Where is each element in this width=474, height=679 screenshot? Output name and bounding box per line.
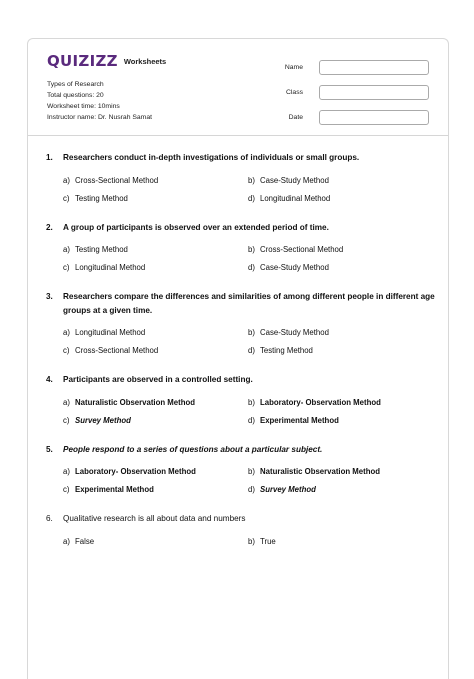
question-text: Researchers compare the differences and similarities of among different people in different age groups at a given time. (63, 292, 435, 315)
class-label: Class (286, 88, 303, 96)
option-a (63, 244, 248, 255)
option-b (248, 175, 433, 186)
class-field[interactable] (319, 85, 429, 100)
option-c (63, 415, 248, 426)
question-text: A group of participants is observed over an extended period of time. (63, 222, 329, 232)
question-text: Participants are observed in a controlled setting. (63, 375, 253, 384)
worksheet-header (28, 39, 448, 136)
option-letter: a) (63, 175, 70, 185)
option-c (63, 193, 248, 204)
option-c (63, 484, 248, 495)
option-text: Case-Study Method (260, 328, 329, 337)
option-a (63, 327, 248, 338)
worksheet-title: Types of Research (47, 81, 104, 88)
option-a (63, 175, 248, 186)
question-text: Researchers conduct in-depth investigations of individuals or small groups. (63, 153, 360, 162)
option-letter: a) (63, 536, 70, 546)
option-letter: b) (248, 245, 255, 254)
option-b (248, 327, 433, 338)
question-number: 5. (46, 444, 53, 454)
question-4 (46, 373, 436, 426)
option-letter: a) (63, 245, 70, 254)
worksheet-time: Worksheet time: 10mins (47, 103, 120, 110)
brand-subtitle: Worksheets (123, 56, 167, 66)
option-d (248, 262, 433, 273)
option-letter: c) (63, 193, 70, 203)
option-text: Testing Method (260, 346, 313, 355)
question-3 (46, 290, 436, 356)
question-text: People respond to a series of questions about a particular subject. (63, 444, 323, 454)
option-letter: a) (63, 467, 70, 476)
question-1 (46, 151, 436, 204)
student-fields (263, 56, 429, 131)
option-text: Case-Study Method (260, 263, 329, 272)
question-2 (46, 221, 436, 274)
date-row (263, 106, 429, 128)
question-number: 1. (46, 153, 53, 162)
option-b (248, 244, 433, 255)
option-letter: b) (248, 536, 255, 546)
option-letter: d) (248, 485, 255, 494)
option-letter: c) (63, 485, 70, 494)
class-row (263, 81, 429, 103)
total-questions: Total questions: 20 (47, 92, 104, 99)
option-a (63, 466, 248, 477)
date-label: Date (288, 113, 303, 121)
date-field[interactable] (319, 110, 429, 125)
option-text: False (75, 536, 95, 546)
option-b (248, 397, 433, 408)
question-number: 2. (46, 222, 53, 232)
option-a (63, 536, 248, 547)
option-d (248, 345, 433, 356)
option-d (248, 193, 433, 204)
option-text: Longitudinal Method (260, 193, 331, 203)
option-text: Case-Study Method (260, 175, 329, 185)
option-letter: c) (63, 346, 70, 355)
question-6 (46, 512, 436, 547)
question-text: Qualitative research is all about data and numbers (63, 514, 246, 523)
option-text: Cross-Sectional Method (75, 175, 159, 185)
option-letter: d) (248, 415, 255, 425)
question-number: 4. (46, 375, 53, 384)
option-text: True (260, 536, 276, 546)
question-5 (46, 443, 436, 496)
worksheet-info (47, 79, 152, 123)
option-text: Naturalistic Observation Method (75, 397, 196, 407)
option-b (248, 466, 433, 477)
option-letter: a) (63, 328, 70, 337)
option-letter: c) (63, 263, 70, 272)
option-letter: b) (248, 328, 255, 337)
question-list (46, 151, 436, 564)
option-letter: d) (248, 193, 255, 203)
option-letter: d) (248, 263, 255, 272)
option-text: Testing Method (75, 245, 128, 254)
name-label: Name (284, 63, 303, 71)
option-text: Experimental Method (75, 485, 154, 494)
option-letter: d) (248, 346, 255, 355)
name-field[interactable] (319, 60, 429, 75)
option-d (248, 415, 433, 426)
option-letter: b) (248, 397, 255, 407)
option-text: Cross-Sectional Method (75, 346, 159, 355)
quizizz-logo: QUIZIZZ (47, 52, 118, 70)
option-b (248, 536, 433, 547)
question-number: 6. (46, 514, 53, 523)
brand (47, 52, 166, 70)
option-letter: a) (63, 397, 70, 407)
instructor-name: Instructor name: Dr. Nusrah Samat (47, 114, 153, 121)
option-d (248, 484, 433, 495)
option-letter: b) (248, 467, 255, 476)
option-text: Laboratory- Observation Method (260, 397, 381, 407)
option-text: Survey Method (260, 485, 316, 494)
option-text: Testing Method (75, 193, 128, 203)
option-letter: b) (248, 175, 255, 185)
option-text: Longitudinal Method (75, 263, 146, 272)
question-number: 3. (46, 292, 53, 301)
name-row (263, 56, 429, 78)
option-text: Survey Method (75, 415, 131, 425)
option-text: Experimental Method (260, 415, 339, 425)
option-text: Naturalistic Observation Method (260, 467, 381, 476)
worksheet-page (27, 38, 449, 679)
option-c (63, 262, 248, 273)
option-a (63, 397, 248, 408)
option-text: Longitudinal Method (75, 328, 146, 337)
option-text: Laboratory- Observation Method (75, 467, 196, 476)
option-c (63, 345, 248, 356)
option-letter: c) (63, 415, 70, 425)
option-text: Cross-Sectional Method (260, 245, 344, 254)
